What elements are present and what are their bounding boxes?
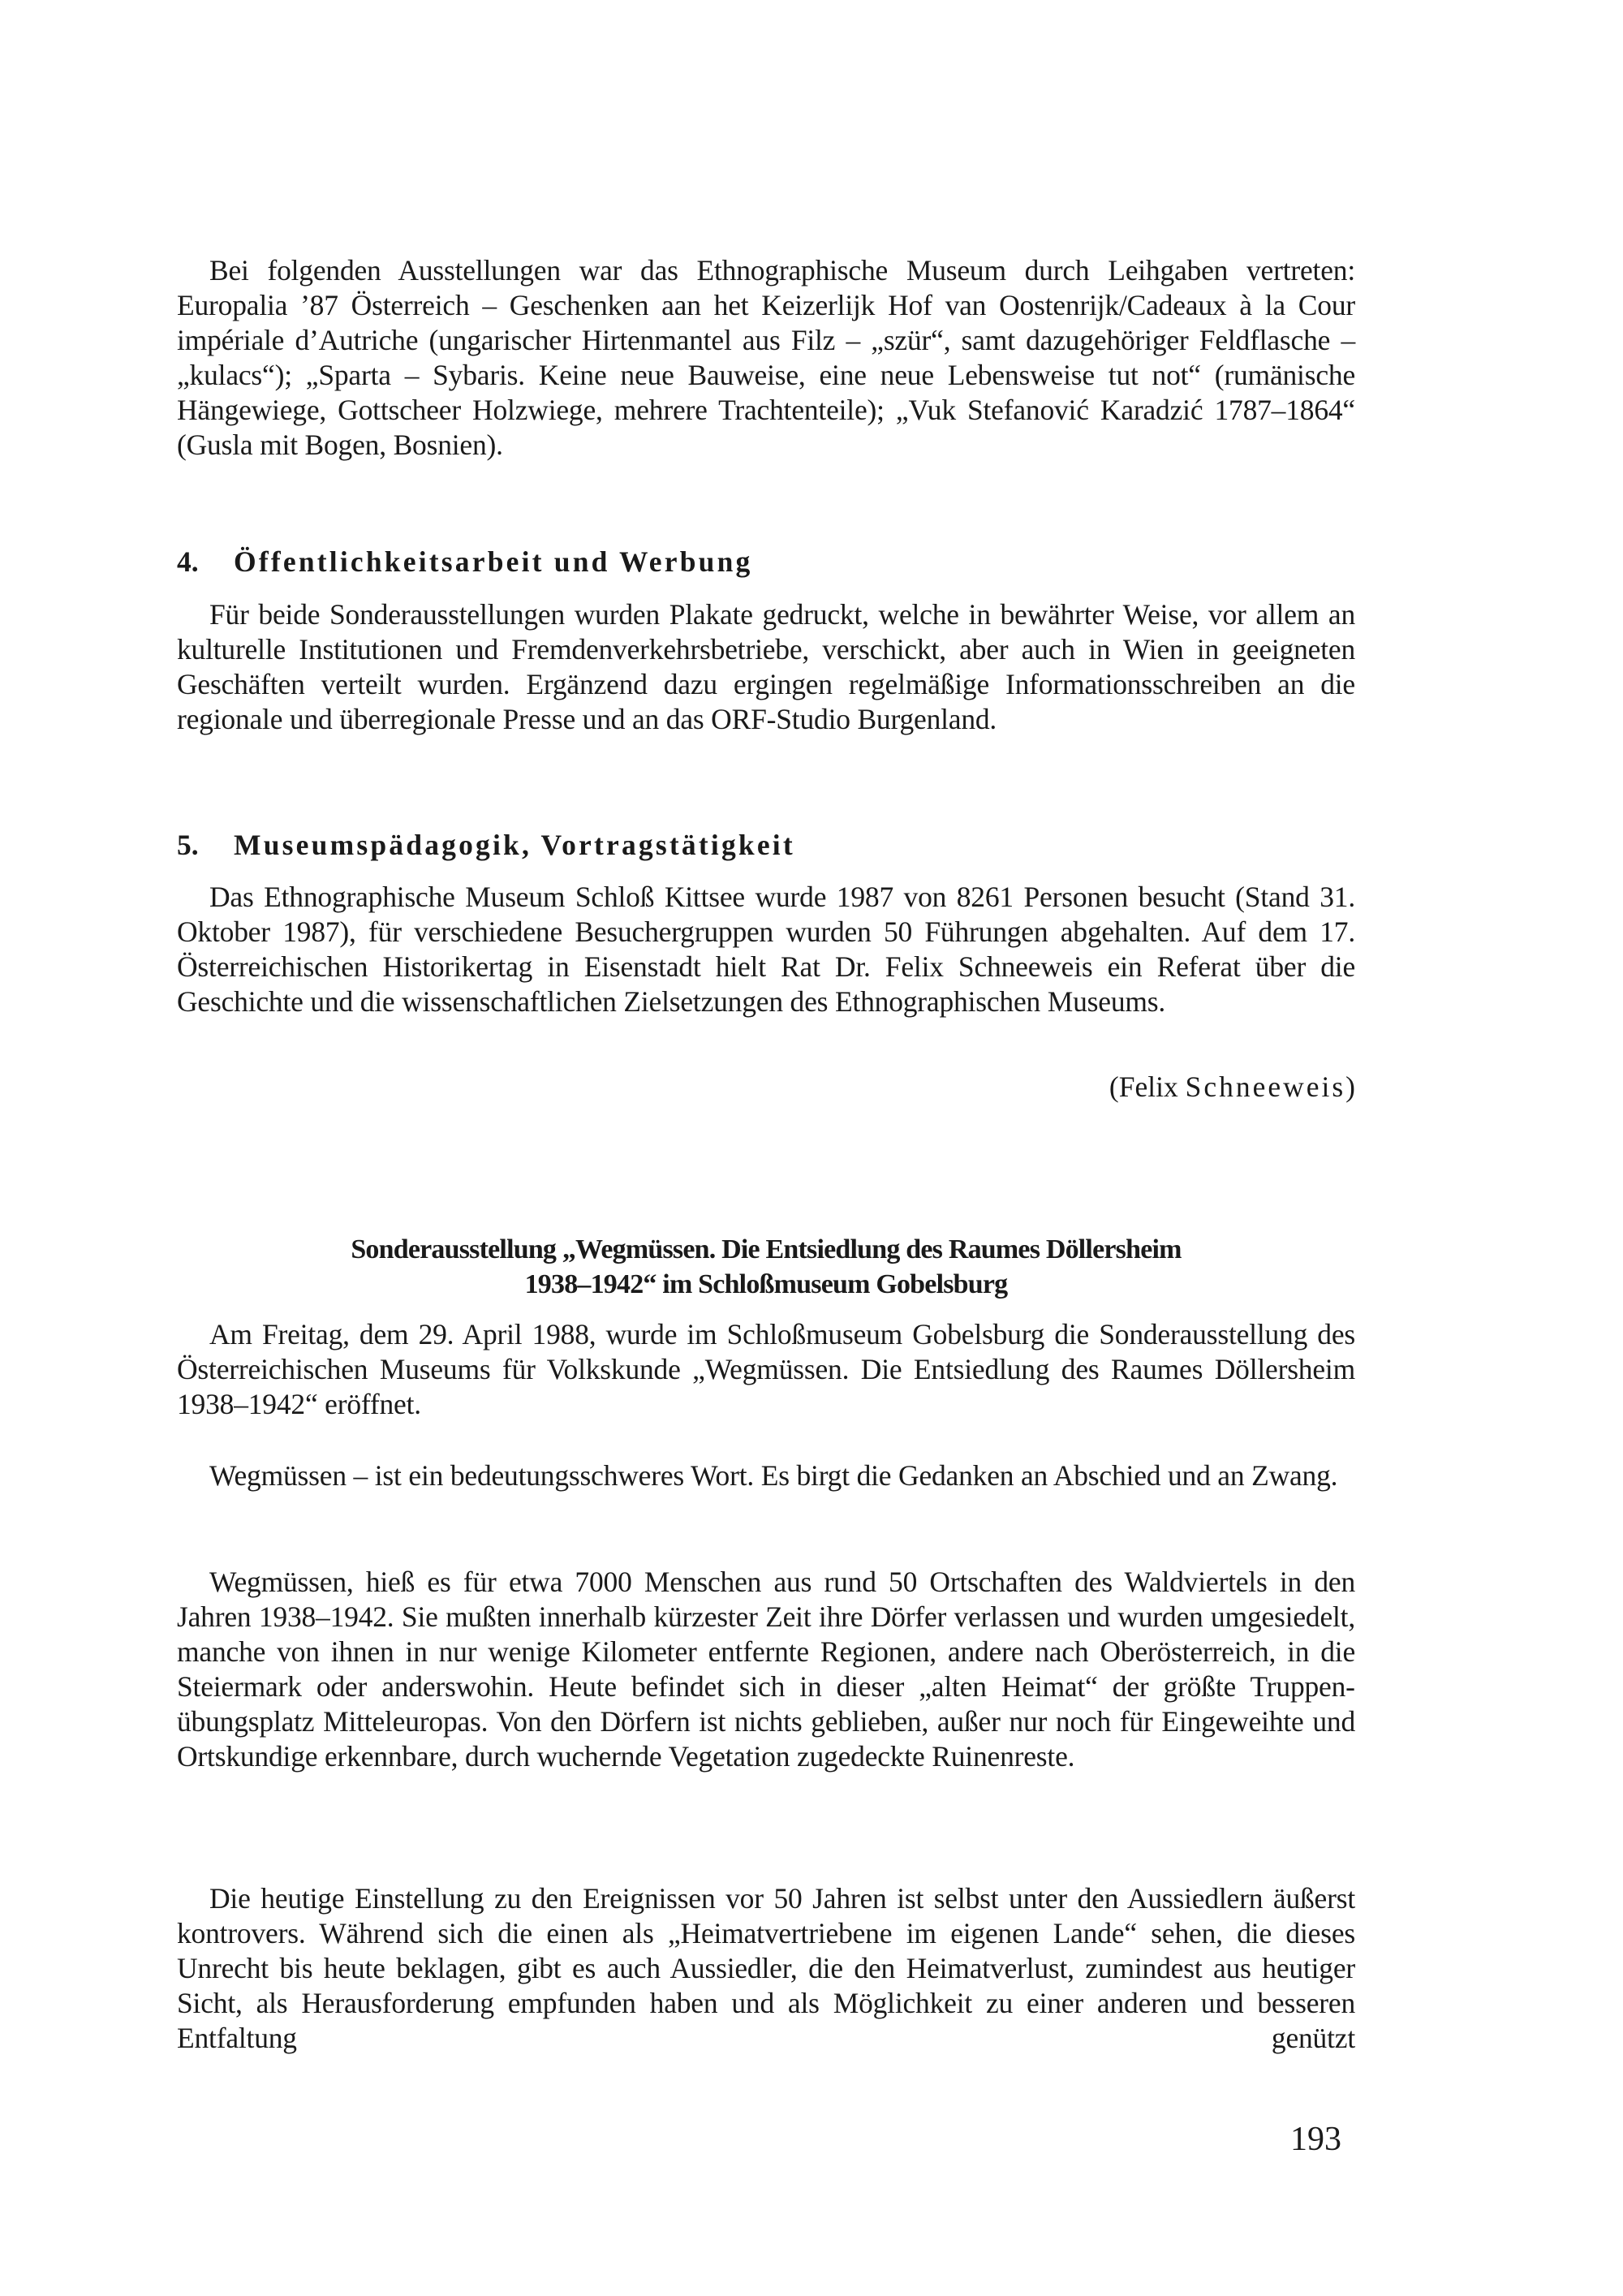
article-title-line-1: Sonderausstellung „Wegmüssen. Die Entsiedlung des Raumes Döllersheim — [351, 1234, 1182, 1264]
article-paragraph: Die heutige Einstellung zu den Ereignissen vor 50 Jahren ist selbst unter den Aussiedlern äußerst kontrovers. Während sich die einen als „Heimatvertriebene im eigenen Lande“ sehen, die dieses Unrecht bis heute beklagen, gibt es auch Aussiedler, die den Heimatverlust, zumindest aus heutiger Sicht, als Herausforderung empfunden haben und als Möglichkeit zu einer anderen und besseren Entfaltung genützt — [177, 1882, 1355, 2054]
section-number: 4. — [177, 545, 199, 578]
article-paragraph: Wegmüssen, hieß es für etwa 7000 Menschen aus rund 50 Ortschaften des Waldviertels in den Jahren 1938–1942. Sie mußten innerhalb kürzester Zeit ihre Dörfer verlassen und wurden umgesiedelt, manche von ihnen in nur wenige Kilometer entfernte Regionen, andere nach Oberösterreich, in die Steiermark oder anderswohin. Heute befindet sich in dieser „alten Heimat“ der größte Truppenübungsplatz Mitteleuropas. Von den Dörfern ist nichts geblieben, außer nur noch für Eingeweihte und Ortskundige erkennbare, durch wuchernde Vegetation zugedeckte Ruinenreste. — [177, 1566, 1355, 1773]
article-paragraph-3 — [177, 1565, 1355, 1774]
article-paragraph-4 — [177, 1881, 1355, 2056]
intro-section — [177, 253, 1355, 463]
article-title-line-2: 1938–1942“ im Schloßmuseum Gobelsburg — [524, 1269, 1008, 1299]
article-title — [177, 1232, 1355, 1302]
article-paragraph: Am Freitag, dem 29. April 1988, wurde im Schloßmuseum Gobelsburg die Sonderausstellung des Österreichischen Museums für Volkskunde „Wegmüssen. Die Entsiedlung des Raumes Döllersheim 1938–1942“ eröffnet. — [177, 1318, 1355, 1420]
page-number: 193 — [1290, 2121, 1341, 2158]
section-title: Öffentlichkeitsarbeit und Werbung — [234, 545, 753, 578]
section-title: Museumspädagogik, Vortragstätigkeit — [234, 829, 795, 861]
article-paragraph-1 — [177, 1317, 1355, 1422]
section-4-body — [177, 597, 1355, 737]
section-paragraph: Für beide Sonderausstellungen wurden Plakate gedruckt, welche in bewährter Weise, vor allem an kulturelle Institutionen und Fremdenverkehrsbetriebe, verschickt, aber auch in Wien in geeigneten Geschäften verteilt wurden. Ergänzend dazu ergingen regelmäßige Informationsschreiben an die regionale und überregionale Presse und an das ORF-Studio Burgenland. — [177, 598, 1355, 735]
attribution-open: (Felix — [1109, 1070, 1186, 1103]
section-5 — [177, 828, 1355, 863]
attribution — [177, 1070, 1355, 1105]
section-5-body — [177, 880, 1355, 1019]
article-paragraph: Wegmüssen – ist ein bedeutungsschweres Wort. Es birgt die Gedanken an Abschied und an Zwang. — [209, 1459, 1338, 1492]
section-heading — [177, 545, 1355, 579]
article-paragraph-2 — [177, 1458, 1355, 1493]
section-number: 5. — [177, 829, 199, 861]
section-4 — [177, 545, 1355, 579]
attribution-author: Schneeweis — [1185, 1070, 1346, 1103]
attribution-close: ) — [1345, 1070, 1355, 1103]
section-heading — [177, 828, 1355, 863]
section-paragraph: Das Ethnographische Museum Schloß Kittsee wurde 1987 von 8261 Personen besucht (Stand 31. Oktober 1987), für verschiedene Besuchergruppen wurden 50 Führungen abgehalten. Auf dem 17. Österreichischen Historikertag in Eisenstadt hielt Rat Dr. Felix Schneeweis ein Referat über die Geschichte und die wissenschaftlichen Zielsetzungen des Ethnographischen Museums. — [177, 881, 1355, 1018]
intro-paragraph: Bei folgenden Ausstellungen war das Ethnographische Museum durch Leihgaben vertreten: Europalia ’87 Österreich – Geschenken aan het Keizerlijk Hof van Oostenrijk/Cadeaux à la Cour impériale d’Autriche (ungarischer Hirtenmantel aus Filz – „szür“, samt dazugehöriger Feldflasche – „kulacs“); „Sparta – Sybaris. Keine neue Bauweise, eine neue Lebensweise tut not“ (rumänische Hängewiege, Gottscheer Holzwiege, mehrere Trachtenteile); „Vuk Stefanović Karadzić 1787–1864“ (Gusla mit Bogen, Bosnien). — [177, 254, 1355, 461]
